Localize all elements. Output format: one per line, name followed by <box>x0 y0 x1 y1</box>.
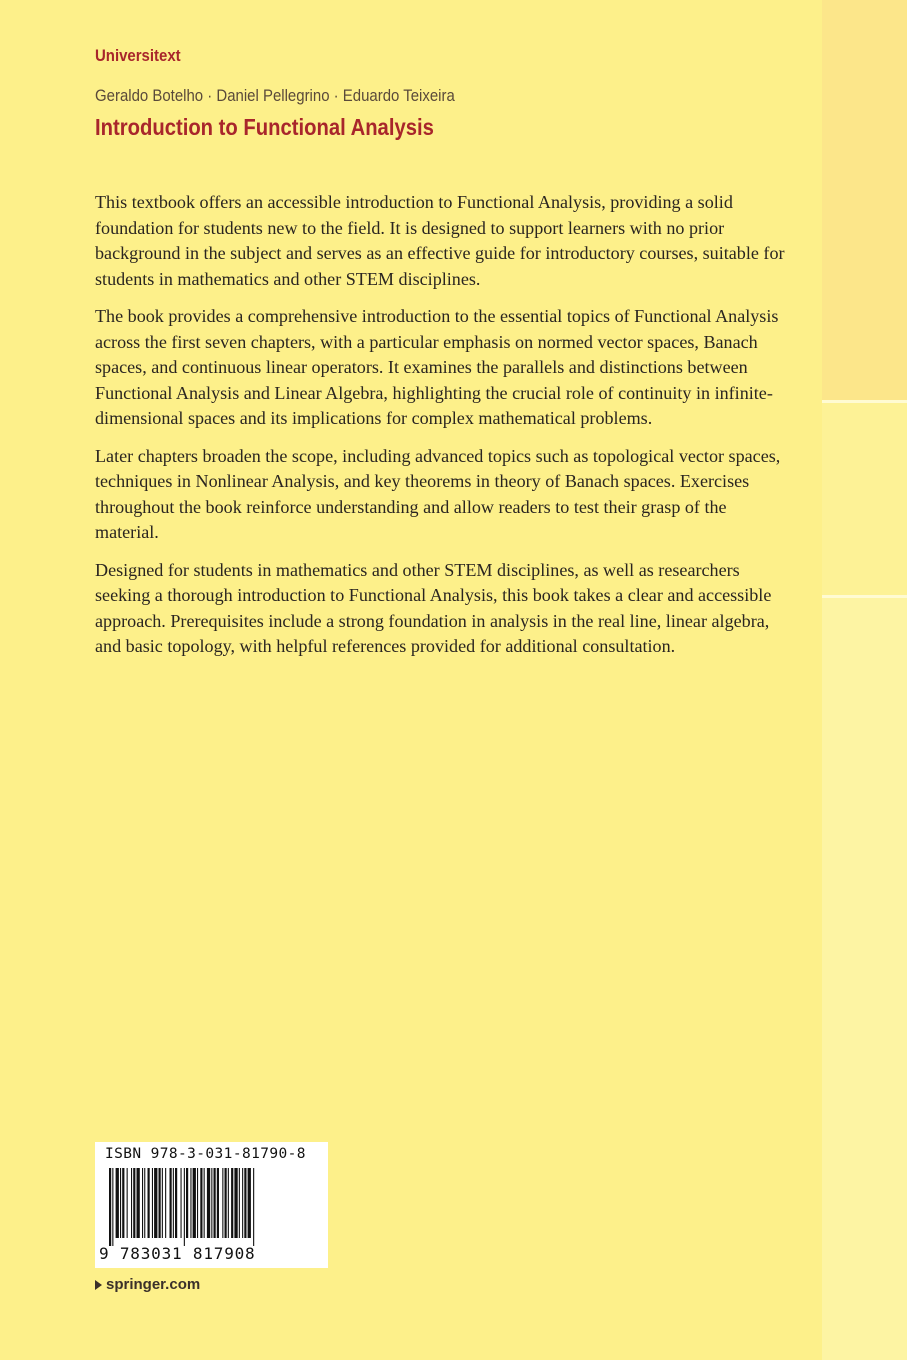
side-strip-top-block <box>822 0 907 400</box>
barcode-bar <box>244 1168 246 1238</box>
barcode-bar <box>133 1168 135 1238</box>
barcode-bar <box>120 1168 121 1238</box>
barcode-bar <box>204 1168 205 1238</box>
barcode-bar <box>159 1168 161 1238</box>
barcode-bar <box>242 1168 243 1238</box>
isbn-barcode <box>95 1142 328 1268</box>
side-strip-divider <box>822 595 907 598</box>
barcode-bar <box>116 1168 119 1238</box>
barcode-bar <box>234 1168 237 1238</box>
barcode-bar <box>144 1168 145 1238</box>
isbn-label: ISBN 978-3-031-81790-8 <box>105 1146 306 1162</box>
barcode-bar <box>186 1168 188 1238</box>
publisher-link[interactable] <box>95 1276 200 1293</box>
barcode-bar <box>175 1168 177 1238</box>
cover-side-strip <box>822 0 907 1360</box>
barcode-bar <box>142 1168 143 1238</box>
barcode-bar <box>170 1168 172 1238</box>
barcode-bar <box>109 1168 111 1246</box>
barcode-bar <box>222 1168 223 1238</box>
barcode-bar <box>200 1168 202 1238</box>
barcode-bar <box>253 1168 254 1246</box>
barcode-bar <box>148 1168 150 1238</box>
description-paragraph: Later chapters broaden the scope, including advanced topics such as topological vector spaces, techniques in Nonlinear Analysis, and key theorems in theory of Banach spaces. Exercises throughout the book reinforce understanding and allow readers to test their grasp of the material. <box>95 445 781 542</box>
barcode-digits: 9 783031 817908 <box>99 1244 256 1263</box>
barcode-bar <box>248 1168 251 1238</box>
barcode-bar <box>228 1168 229 1238</box>
barcode-bar <box>217 1168 219 1238</box>
side-strip-divider <box>822 400 907 403</box>
barcode-bar <box>231 1168 233 1238</box>
barcode-bar <box>122 1168 124 1238</box>
barcode-bar <box>193 1168 196 1238</box>
description-paragraph: This textbook offers an accessible introduction to Functional Analysis, providing a solid foundation for students new to the field. It is designed to support learners with no prior background in the subject and serves as an effective guide for introductory courses, suitable for students in mathematics and other STEM disciplines. <box>95 192 785 289</box>
barcode-bar <box>197 1168 198 1238</box>
side-strip-middle-block <box>822 400 907 595</box>
description-paragraph: The book provides a comprehensive introduction to the essential topics of Functional Analysis across the first seven chapters, with a particular emphasis on normed vector spaces, Banach spaces, and continuous linear operators. It examines the parallels and distinctions between Functional Analysis and Linear Algebra, highlighting the crucial role of continuity in infinite-dimensional spaces and its implications for complex mathematical problems. <box>95 306 779 428</box>
book-title: Introduction to Functional Analysis <box>95 114 434 140</box>
series-name: Universitext <box>95 46 181 65</box>
barcode-bar <box>131 1168 132 1238</box>
barcode-bar <box>173 1168 174 1238</box>
arrow-right-icon <box>95 1280 102 1290</box>
barcode-bar <box>154 1168 157 1238</box>
barcode-bar <box>127 1168 128 1238</box>
barcode-bar <box>211 1168 212 1238</box>
barcode-bar <box>239 1168 240 1238</box>
barcode-bar <box>184 1168 185 1246</box>
barcode-bar <box>181 1168 182 1238</box>
barcode-bar <box>225 1168 227 1238</box>
barcode-bar <box>152 1168 153 1238</box>
barcode-bar <box>190 1168 191 1238</box>
barcode-bar <box>112 1168 113 1246</box>
description-paragraph: Designed for students in mathematics and other STEM disciplines, as well as researchers seeking a thorough introduction to Functional Analysis, this book takes a clear and accessible approach. Prerequisites include a strong foundation in analysis in the real line, linear algebra, and basic topology, with helpful references provided for additional consultation. <box>95 559 772 656</box>
barcode-bar <box>137 1168 140 1238</box>
author-list: Geraldo Botelho · Daniel Pellegrino · Eduardo Teixeira <box>95 86 455 105</box>
barcode-bar <box>207 1168 210 1238</box>
publisher-url: springer.com <box>106 1276 201 1293</box>
book-description <box>95 190 785 672</box>
barcode-bar <box>162 1168 163 1238</box>
barcode-bar <box>165 1168 166 1238</box>
barcode-bar <box>214 1168 216 1238</box>
